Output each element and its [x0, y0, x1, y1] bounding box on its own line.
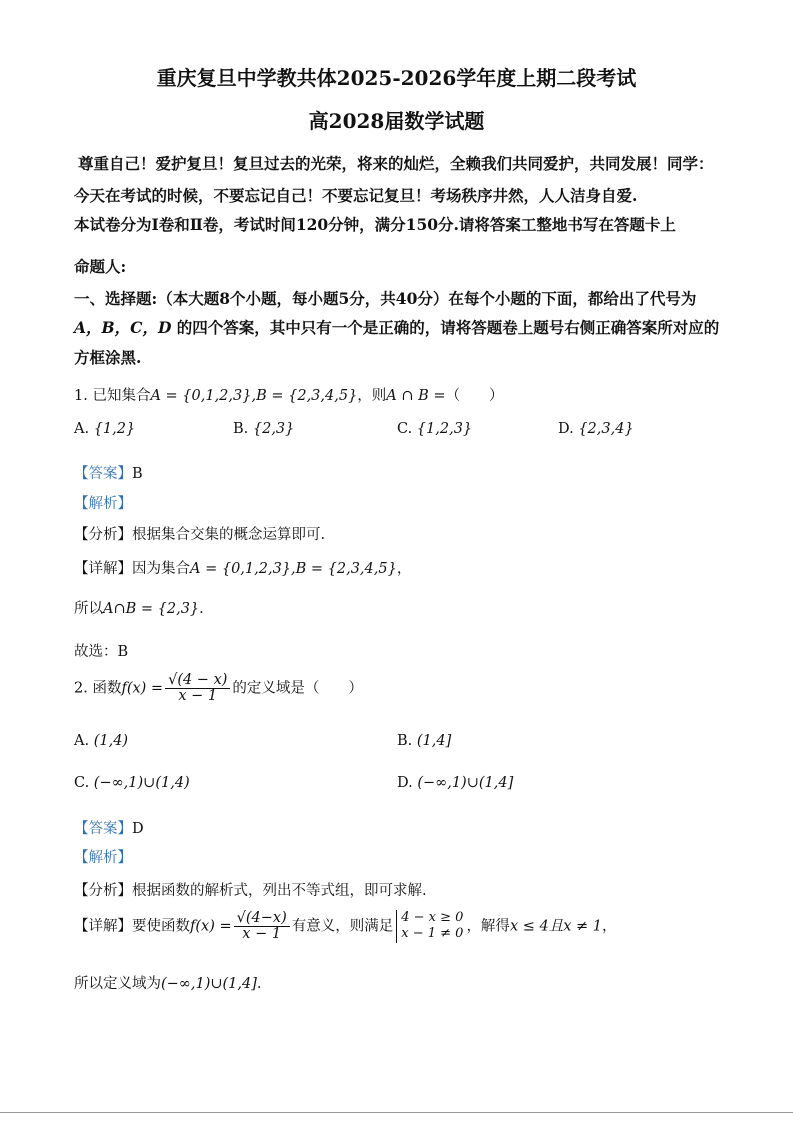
page-divider: [0, 1112, 793, 1113]
option-label: C.: [397, 421, 413, 437]
answer-tag: 【答案】: [74, 821, 132, 837]
option-value: {2,3,4}: [578, 421, 634, 437]
option-value: {1,2,3}: [416, 421, 473, 437]
q2-conclusion: [74, 972, 262, 993]
conclusion-end: .: [256, 976, 262, 992]
section1-line-3: 方框涂黑.: [74, 348, 142, 367]
option-value: (1,4): [93, 733, 129, 749]
analysis-text: 根据函数的解析式，列出不等式组，即可求解.: [132, 883, 427, 899]
q2-fraction: [165, 673, 230, 704]
option-value: (−∞,1)∪(1,4]: [417, 775, 514, 791]
option-label: B.: [397, 733, 413, 749]
section1-line-2: [74, 316, 719, 338]
q2-stem-prefix: 2. 函数: [74, 680, 122, 697]
detail-fx: f(x) =: [190, 918, 232, 935]
detail-text: ，解得: [466, 918, 510, 935]
conclusion-text: 所以定义域为: [74, 976, 161, 992]
q1-option-b: [233, 421, 294, 437]
answer-letters: A，B，C，D: [74, 318, 172, 337]
q1-set-a: A = {0,1,2,3}: [150, 388, 252, 404]
q2-option-b: [397, 733, 451, 749]
q2-answer: [74, 817, 144, 838]
answer-tag: 【答案】: [74, 466, 132, 482]
q1-stem-suffix: （ ）: [445, 388, 504, 404]
conclusion-text: 所以: [74, 601, 103, 617]
option-label: D.: [558, 421, 574, 437]
conclusion-end: .: [199, 601, 204, 617]
author-label: 命题人:: [74, 257, 127, 276]
option-label: A.: [74, 733, 90, 749]
detail-solution: x ≤ 4且x ≠ 1: [509, 918, 602, 935]
detail-end: ，: [396, 561, 412, 577]
q2-stem-suffix: 的定义域是（ ）: [232, 680, 363, 697]
option-label: B.: [233, 421, 249, 437]
option-value: (−∞,1)∪(1,4): [93, 775, 190, 791]
q1-stem-expr: A ∩ B =: [386, 388, 446, 404]
option-value: {2,3}: [252, 421, 295, 437]
detail-text: 因为集合: [132, 561, 190, 577]
answer-value: B: [132, 466, 143, 482]
intro-line-3: 本试卷分为Ⅰ卷和Ⅱ卷，考试时间120分钟，满分150分.请将答案工整地书写在答题卡上: [74, 215, 676, 234]
conclusion-expr: (−∞,1)∪(1,4]: [161, 976, 257, 992]
q2-option-d: [397, 775, 513, 791]
q2-fx: f(x) =: [121, 680, 164, 697]
q1-answer: [74, 462, 143, 483]
inequality-1: 4 − x ≥ 0: [401, 910, 464, 925]
q2-option-c: [74, 775, 190, 791]
fraction-numerator: √(4−x): [234, 911, 290, 927]
q1-analysis: [74, 523, 325, 544]
detail-head: 【详解】: [74, 561, 132, 577]
q1-conclusion: [74, 597, 204, 618]
q1-detail: [74, 557, 411, 578]
q2-stem: [74, 673, 363, 704]
q1-analysis-tag: 【解析】: [74, 496, 132, 512]
exam-subtitle: 高2028届数学试题: [308, 109, 485, 133]
q2-option-a: [74, 733, 128, 749]
detail-text: 要使函数: [132, 918, 190, 935]
option-label: A.: [74, 421, 90, 437]
q1-set-b: ,B = {2,3,4,5}: [251, 388, 358, 404]
q1-stem: [74, 384, 504, 405]
option-label: C.: [74, 775, 90, 791]
detail-head: 【详解】: [74, 918, 132, 935]
exam-title: 重庆复旦中学教共体2025-2026学年度上期二段考试: [156, 66, 637, 90]
fraction-numerator: √(4 − x): [165, 673, 230, 689]
q2-analysis-tag: 【解析】: [74, 850, 132, 866]
section1-line-2-text: 的四个答案，其中只有一个是正确的，请将答题卷上题号右侧正确答案所对应的: [171, 318, 720, 337]
fraction-denominator: x − 1: [242, 925, 282, 942]
section1-line-1: 一、选择题:（本大题8个小题，每小题5分，共40分）在每个小题的下面，都给出了代号为: [74, 289, 697, 308]
option-value: {1,2}: [93, 421, 136, 437]
q2-detail: [74, 910, 616, 943]
detail-text: 有意义，则满足: [291, 918, 394, 935]
q1-stem-prefix: 1. 已知集合: [74, 388, 151, 404]
inequality-2: x − 1 ≠ 0: [401, 926, 464, 942]
detail-fraction: [234, 911, 290, 942]
option-value: (1,4]: [416, 733, 452, 749]
inequality-system: [396, 910, 463, 943]
conclusion-expr: A∩B = {2,3}: [103, 601, 200, 617]
q1-choose: 故选：B: [74, 644, 129, 660]
analysis-head: 【分析】: [74, 883, 132, 899]
intro-line-2: 今天在考试的时候，不要忘记自己！不要忘记复旦！考场秩序井然，人人洁身自爱.: [74, 186, 638, 205]
fraction-denominator: x − 1: [178, 688, 218, 705]
q1-option-d: [558, 421, 634, 437]
answer-value: D: [132, 821, 144, 837]
q1-option-c: [397, 421, 472, 437]
option-label: D.: [397, 775, 413, 791]
detail-sets: A = {0,1,2,3},B = {2,3,4,5}: [190, 561, 397, 577]
detail-end: ，: [601, 918, 617, 935]
q1-stem-mid: ，则: [357, 388, 387, 404]
q1-option-a: [74, 421, 135, 437]
analysis-text: 根据集合交集的概念运算即可.: [132, 527, 326, 543]
q2-analysis: [74, 879, 427, 900]
intro-line-1: 尊重自己！爱护复旦！复旦过去的光荣，将来的灿烂，全赖我们共同爱护，共同发展！同学：: [78, 154, 714, 173]
analysis-head: 【分析】: [74, 527, 132, 543]
